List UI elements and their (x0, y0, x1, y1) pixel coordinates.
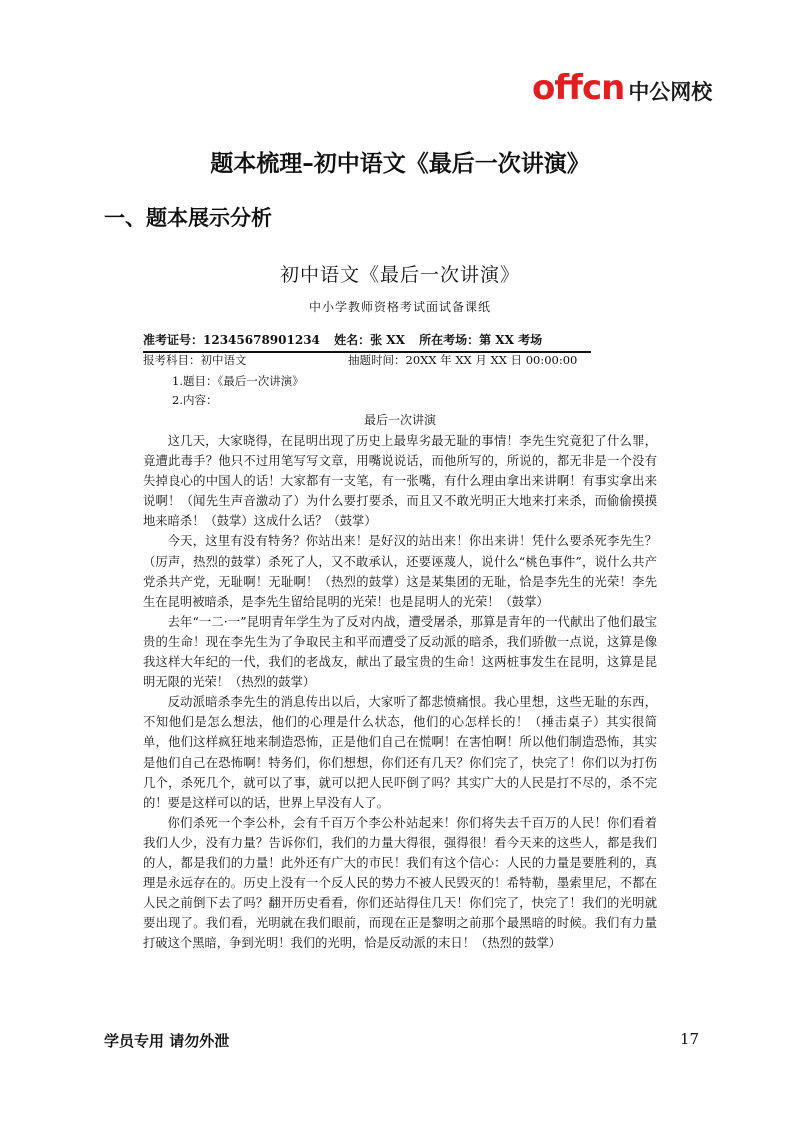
speech-paragraph: 反动派暗杀李先生的消息传出以后，大家听了都悲愤痛恨。我心里想，这些无耻的东西，不知他们是怎么想法，他们的心理是什么状态，他们的心怎样长的！（捶击桌子）其实很简单，他们这样疯狂地来制造恐怖，正是他们自己在慌啊！在害怕啊！所以他们制造恐怖，其实是他们自己在恐怖啊！特务们，你们想想，你们还有几天？你们完了，快完了！你们以为打伤几个，杀死几个，就可以了事，就可以把人民吓倒了吗？其实广大的人民是打不尽的，杀不完的！要是这样可以的话，世界上早没有人了。 (143, 695, 657, 810)
page-title: 题本梳理–初中语文《最后一次讲演》 (210, 151, 590, 177)
speech-title: 最后一次讲演 (363, 413, 436, 427)
logo-text-cn: 中公网校 (628, 80, 713, 104)
candidate-name: 姓名：张 XX (334, 333, 405, 347)
footer-notice: 学员专用 请勿外泄 (104, 1032, 230, 1050)
speech-paragraph: 你们杀死一个李公朴，会有千百万个李公朴站起来！你们将失去千百万的人民！你们看着我们人少，没有力量？告诉你们，我们的力量大得很，强得很！看今天来的这些人，都是我们的人，都是我们的力量！此外还有广大的市民！我们有这个信心：人民的力量是要胜利的，真理是永远存在的。历史上没有一个反人民的势力不被人民毁灭的！希特勒，墨索里尼，不都在人民之前倒下去了吗？翻开历史看看，你们还站得住几天！你们完了，快完了！我们的光明就要出现了。我们看，光明就在我们眼前，而现在正是黎明之前那个最黑暗的时候。我们有力量打破这个黑暗，争到光明！我们的光明，恰是反动派的末日！（热烈的鼓掌） (143, 815, 657, 951)
exam-venue: 所在考场：第 XX 考场 (419, 333, 543, 347)
speech-paragraph: 今天，这里有没有特务？你站出来！是好汉的站出来！你出来讲！凭什么要杀死李先生？（厉声，热烈的鼓掌）杀死了人，又不敢承认，还要诬蔑人，说什么“桃色事件”，说什么共产党杀共产党，无耻啊！无耻啊！（热烈的鼓掌）这是某集团的无耻，恰是李先生的光荣！李先生在昆明被暗杀，是李先生留给昆明的光荣！也是昆明人的光荣！（鼓掌） (143, 534, 657, 609)
speech-paragraph: 这几天，大家晓得，在昆明出现了历史上最卑劣最无耻的事情！李先生究竟犯了什么罪，竟遭此毒手？他只不过用笔写写文章，用嘴说说话，而他所写的，所说的，都无非是一个没有失掉良心的中国人的话！大家都有一支笔，有一张嘴，有什么理由拿出来讲啊！有事实拿出来说啊！（闻先生声音激动了）为什么要打要杀，而且又不敢光明正大地来打来杀，而偷偷摸摸地来暗杀！（鼓掌）这成什么话？（鼓掌） (143, 434, 657, 529)
speech-body (143, 431, 657, 953)
brand-logo (532, 66, 712, 110)
draw-time: 抽题时间：20XX 年 XX 月 XX 日 00:00:00 (348, 353, 578, 367)
document-subtitle: 中小学教师资格考试面试备课纸 (308, 300, 491, 314)
candidate-info-row (143, 331, 591, 353)
logo-text-en: offcn (532, 68, 625, 108)
document-title: 初中语文《最后一次讲演》 (279, 264, 520, 286)
topic-item: 1.题目：《最后一次讲演》 (172, 374, 304, 388)
subject-row (143, 352, 591, 368)
section-heading: 一、题本展示分析 (104, 206, 272, 230)
speech-paragraph: 去年“一二·一”昆明青年学生为了反对内战，遭受屠杀，那算是青年的一代献出了他们最宝贵的生命！现在李先生为了争取民主和平而遭受了反动派的暗杀，我们骄傲一点说，这算是像我这样大年纪的一代，我们的老战友，献出了最宝贵的生命！这两桩事发生在昆明，这算是昆明无限的光荣！（热烈的鼓掌） (143, 614, 657, 690)
content-item: 2.内容： (172, 393, 218, 407)
exam-subject: 报考科目：初中语文 (143, 353, 247, 367)
exam-number: 准考证号：12345678901234 (143, 333, 320, 347)
page-number: 17 (680, 1030, 700, 1048)
